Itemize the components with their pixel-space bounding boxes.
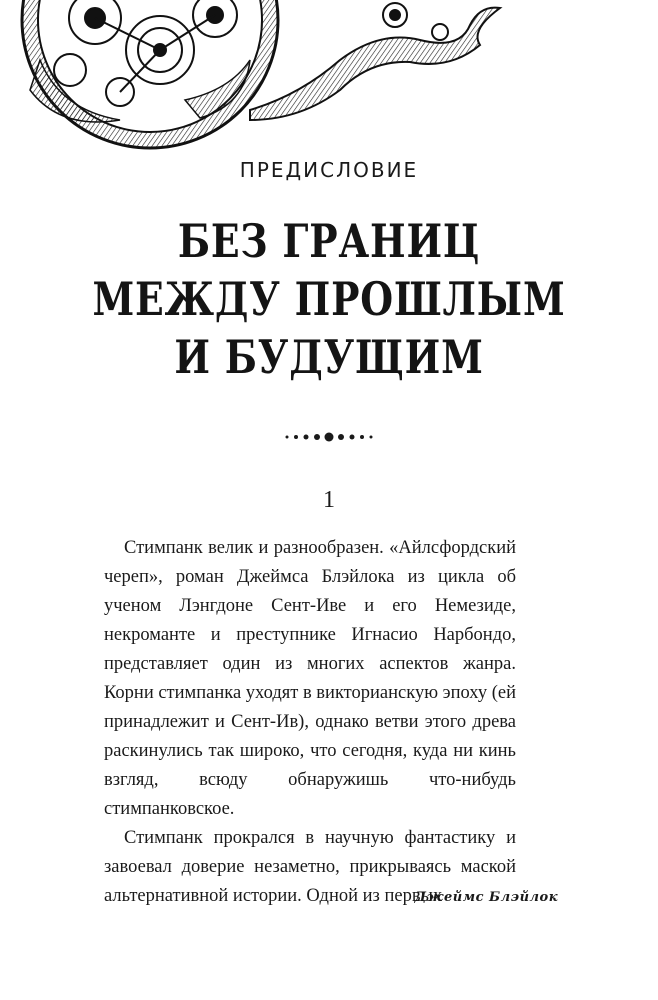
title-line: И БУДУЩИМ [174,330,484,384]
chapter-number: 1 [323,487,335,513]
page-title [59,212,599,386]
clockwork-gears-illustration [0,0,658,150]
section-label: ПРЕДИСЛОВИЕ [239,158,419,182]
title-line: МЕЖДУ ПРОШЛЫМ [92,272,566,326]
paragraph: Стимпанк велик и разнообразен. «Айлсфордский череп», роман Джеймса Блэйлока из цикла об ученом Лэнгдоне Сент-Иве и его Немезиде, некроманте и преступнике Игнасио Нарбондо, представляет один из многих аспектов жанра. Корни стимпанка уходят в викторианскую эпоху (ей принадлежит и Сент-Ив), однако ветви этого древа раскинулись так широко, что сегодня, куда ни кинь взгляд, всюду обнаружишь что-нибудь стимпанковское. [104,538,516,819]
paragraph: Стимпанк прокрался в научную фантастику и завоевал доверие незаметно, прикрываясь маской альтернативной истории. Одной из первых [104,828,516,906]
body-text [104,534,516,911]
dotted-ornament-divider [279,428,379,446]
running-footer: Джеймс Блэйлок [414,890,558,905]
title-line: БЕЗ ГРАНИЦ [177,214,481,268]
